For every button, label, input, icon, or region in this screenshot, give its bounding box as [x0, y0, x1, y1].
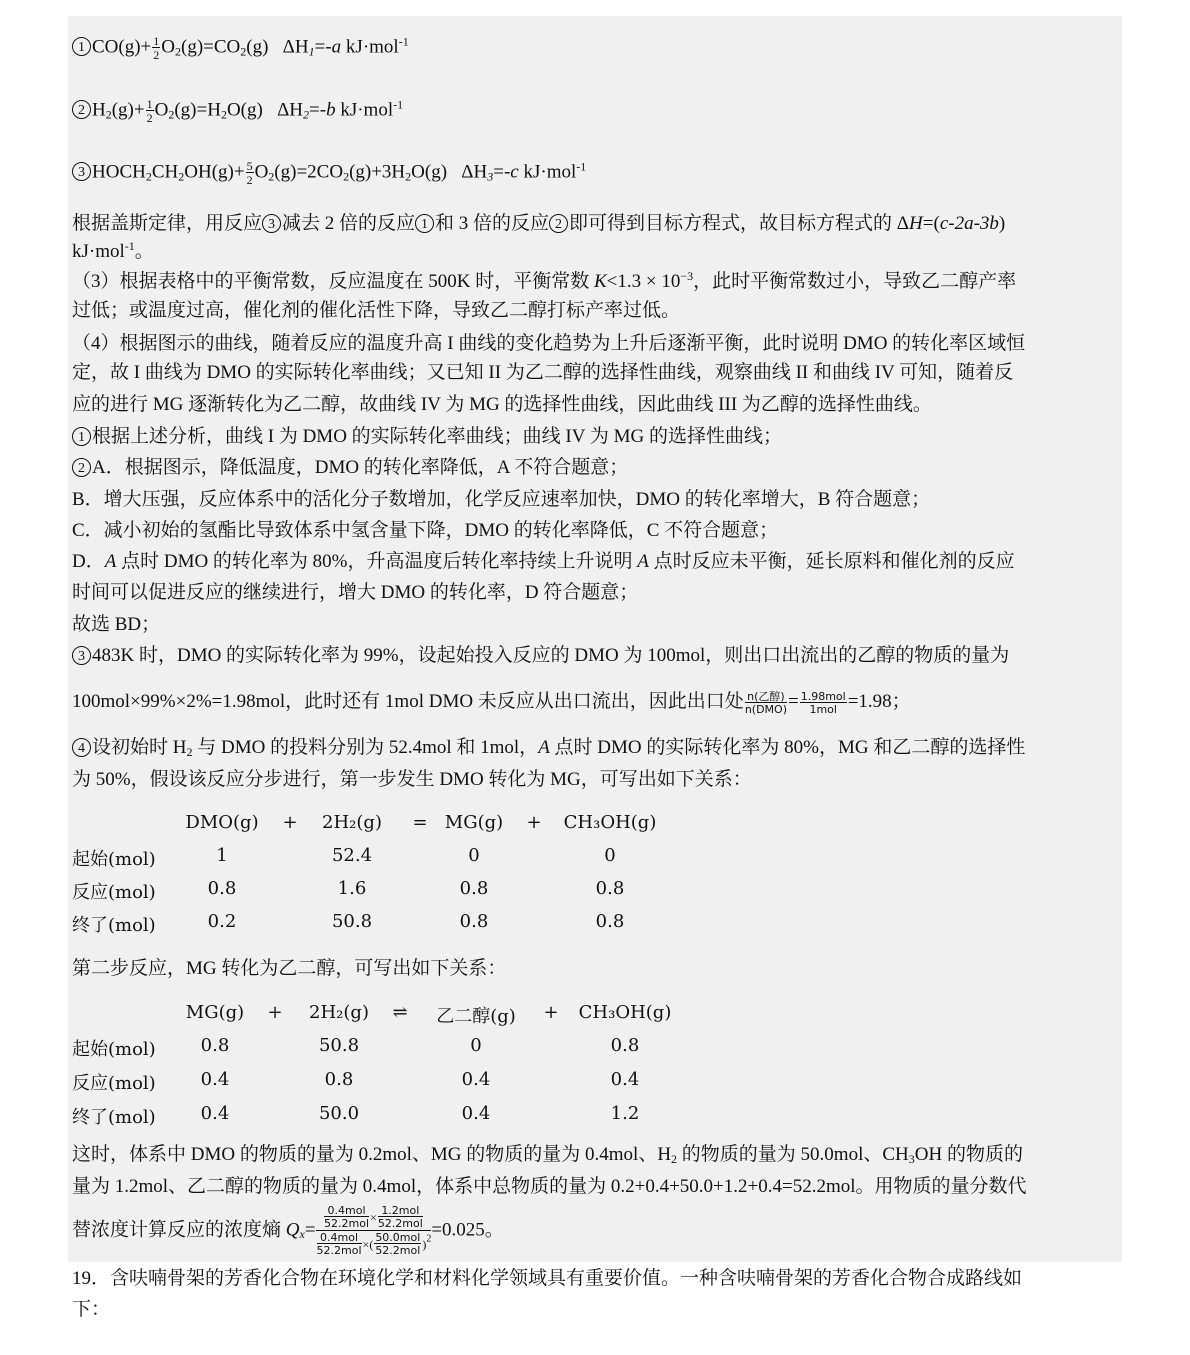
part3-line-2: 过低；或温度过高，催化剂的催化活性下降，导致乙二醇打标产率过低。	[72, 300, 681, 321]
question-19-line-2: 下：	[72, 1299, 111, 1320]
option-d-line-1: D．A 点时 DMO 的转化率为 80%，升高温度后转化率持续上升说明 A 点时反应未平衡，延长原料和催化剂的反应	[72, 551, 1015, 572]
part3-line-1: （3）根据表格中的平衡常数，反应温度在 500K 时，平衡常数 $K<1.3 \times 10^{-3}$，此时平衡常数过小，导致乙二醇产率	[72, 269, 1017, 292]
equation-1: 1 CO(g)+ $\frac{1}{2}$ $O_2(g)=CO_2(g)$ $\Delta H_1=-a$ kJ·mol$^{-1}$	[72, 35, 409, 61]
circled-number: 2	[72, 100, 91, 119]
equation-3: 3 $HOCH_2CH_2OH(g)+$ $\frac{5}{2}$ $O_2(g)=2CO_2(g)+3H_2O(g)$ $\Delta H_3=-c$ kJ·mol$^{-1}$	[72, 160, 586, 186]
fraction: $\frac{5}{2}$	[246, 159, 253, 187]
part4-line-3: 应的进行 MG 逐渐转化为乙二醇，故曲线 IV 为 MG 的选择性曲线，因此曲线 III 为乙醇的选择性曲线。	[72, 394, 932, 415]
fraction: $\frac{1}{2}$	[153, 34, 160, 62]
answer-line: 故选 BD；	[72, 614, 161, 635]
part4-item-3-line-2: 100mol×99%×2%=1.98mol，此时还有 1mol DMO 未反应从出口流出，因此出口处 $\frac{\text{n(乙醇)}}{\text{n(DMO)}}$ = $\frac{\text{1.98mol}}{\text{1mol}}$ =1.98；	[72, 690, 911, 716]
circled-number: 1	[72, 427, 91, 446]
option-d-line-2: 时间可以促进反应的继续进行，增大 DMO 的转化率，D 符合题意；	[72, 582, 639, 603]
part4-item-1: 1 根据上述分析，曲线 I 为 DMO 的实际转化率曲线；曲线 IV 为 MG 的选择性曲线；	[72, 425, 782, 449]
hess-paragraph-line-1: 根据盖斯定律，用反应 3 减去 2 倍的反应 1 和 3 倍的反应 2 即可得到目标方程式，故目标方程式的 ΔH=(c-2a-3b)	[72, 213, 1006, 234]
circled-number: 1	[72, 37, 91, 56]
fraction: $\frac{\text{1.98mol}}{\text{1mol}}$	[800, 690, 846, 716]
hess-paragraph-line-2: kJ·mol$^{-1}$。	[72, 239, 154, 262]
circled-number: 3	[72, 646, 91, 665]
option-c: C．减小初始的氢酯比导致体系中氢含量下降，DMO 的转化率降低，C 不符合题意；	[72, 520, 779, 541]
circled-number: 4	[72, 738, 91, 757]
fraction: $\frac{1}{2}$	[146, 97, 153, 125]
option-b: B．增大压强，反应体系中的活化分子数增加，化学反应速率加快，DMO 的转化率增大，B 符合题意；	[72, 489, 931, 510]
part4-item-2: 2 A．根据图示，降低温度，DMO 的转化率降低，A 不符合题意；	[72, 456, 628, 480]
circled-number: 3	[262, 214, 281, 233]
circled-number: 1	[415, 214, 434, 233]
part4-line-2: 定，故 I 曲线为 DMO 的实际转化率曲线；又已知 II 为乙二醇的选择性曲线，观察曲线 II 和曲线 IV 可知，随着反	[72, 362, 1014, 383]
part4-line-1: （4）根据图示的曲线，随着反应的温度升高 I 曲线的变化趋势为上升后逐渐平衡，此时说明 DMO 的转化率区域恒	[72, 333, 1026, 354]
final-line-3: 替浓度计算反应的浓度熵 $Q_x=$ $\frac{\text{0.4mol}}{\text{52.2mol}}$ × $\frac{\text{1.2mol}}{\text{52.2mol}}$ $\frac{\text{0.4mol}}{\text{52.2mol}}$ ×( $\frac{\text{50.0mol}}{\text{52.2mol}}$ )$^2$ =0.025。	[72, 1204, 504, 1257]
part4-item-4-line-2: 为 50%，假设该反应分步进行，第一步发生 DMO 转化为 MG，可写出如下关系：	[72, 769, 752, 790]
circled-number: 2	[72, 458, 91, 477]
fraction: $\frac{\text{n(乙醇)}}{\text{n(DMO)}}$	[744, 690, 787, 716]
circled-number: 3	[72, 162, 91, 181]
question-19-line-1: 19．含呋喃骨架的芳香化合物在环境化学和材料化学领域具有重要价值。一种含呋喃骨架的芳香化合物合成路线如	[72, 1268, 1023, 1289]
part4-item-3: 3 483K 时，DMO 的实际转化率为 99%，设起始投入反应的 DMO 为 100mol，则出口出流出的乙醇的物质的量为	[72, 644, 1009, 668]
circled-number: 2	[549, 214, 568, 233]
concentration-quotient-fraction: $\frac{\text{0.4mol}}{\text{52.2mol}}$ × $\frac{\text{1.2mol}}{\text{52.2mol}}$ $\frac{\text{0.4mol}}{\text{52.2mol}}$ ×( $\frac{\text{50.0mol}}{\text{52.2mol}}$ )$^2$	[316, 1204, 432, 1257]
part4-item-4-line-1: 4 设初始时 $H_2$ 与 DMO 的投料分别为 52.4mol 和 1mol，A 点时 DMO 的实际转化率为 80%，MG 和乙二醇的选择性	[72, 736, 1025, 760]
step-2-intro: 第二步反应，MG 转化为乙二醇，可写出如下关系：	[72, 958, 507, 979]
final-line-2: 量为 1.2mol、乙二醇的物质的量为 0.4mol，体系中总物质的量为 0.2+0.4+50.0+1.2+0.4=52.2mol。用物质的量分数代	[72, 1176, 1027, 1197]
final-line-1: 这时，体系中 DMO 的物质的量为 0.2mol、MG 的物质的量为 0.4mol、$H_2$ 的物质的量为 50.0mol、$CH_3OH$ 的物质的	[72, 1144, 1023, 1166]
equation-2: 2 $H_2(g)+$ $\frac{1}{2}$ $O_2(g)=H_2O(g)$ $\Delta H_2=-b$ kJ·mol$^{-1}$	[72, 98, 403, 124]
